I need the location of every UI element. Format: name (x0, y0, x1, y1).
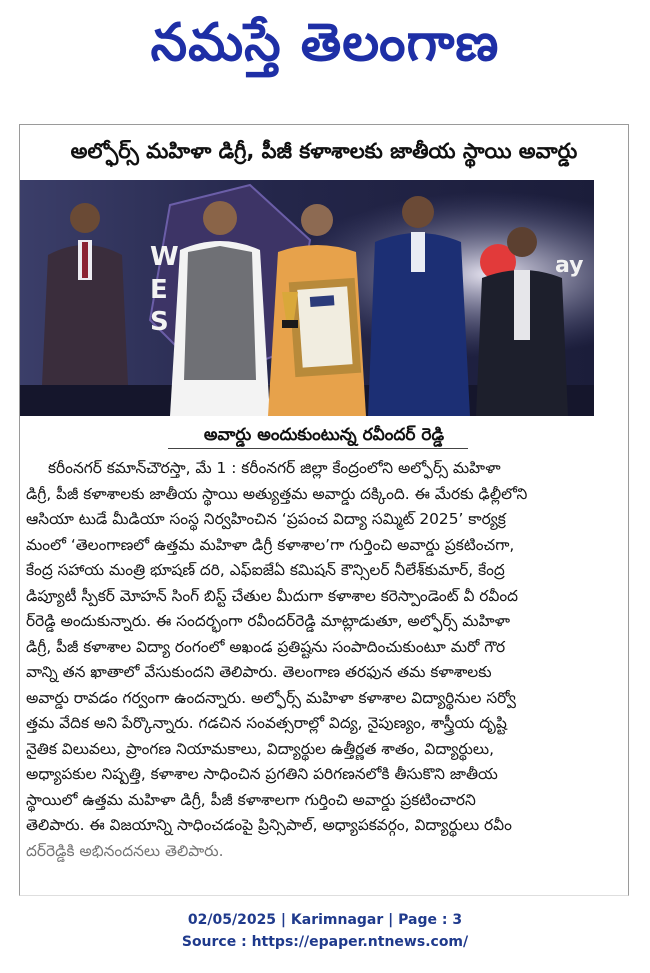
date-edition-page: 02/05/2025 | Karimnagar | Page : 3 (187, 912, 463, 928)
backdrop-logo-text: ay (555, 253, 584, 278)
article-line: స్థాయిలో ఉత్తమ మహిళా డిగ్రీ, పీజీ కళాశాలగా గుర్తించి అవార్డు ప్రకటించారని (26, 790, 476, 809)
source-url: Source : https://epaper.ntnews.com/ (181, 934, 469, 950)
article-line: వాన్ని తన ఖాతాలో వేసుకుందని తెలిపారు. తెలంగాణ తరఫున తమ కళాశాలకు (26, 663, 492, 681)
article-line: అవార్డు రావడం గర్వంగా ఉందన్నారు. అల్ఫోర్స్ మహిళా కళాశాల విద్యార్థినుల సర్వో (26, 688, 516, 707)
article-line: అధ్యాపకుల నిష్పత్తి, కళాశాల సాధించిన ప్రగతిని పరిగణనలోకి తీసుకొని జాతీయ (26, 765, 498, 783)
article-line: త్తమ వేదిక అని పేర్కొన్నారు. గడచిన సంవత్సరాల్లో విద్య, నైపుణ్యం, శాస్త్రీయ దృష్టి (26, 714, 507, 732)
backdrop-letter: S (150, 307, 169, 337)
backdrop-letter: E (150, 275, 168, 305)
article-line-cut-off: దర్‌రెడ్డికి అభినందనలు తెలిపారు. (26, 841, 224, 860)
newspaper-masthead: నమస్తే తెలంగాణ (150, 13, 500, 73)
article-line: ఆసియా టుడే మీడియా సంస్థ నిర్వహించిన ‘ప్రపంచ విద్యా సమ్మిట్ 2025’ కార్యక్ర (26, 510, 506, 528)
article-line: ర్‌రెడ్డి అందుకున్నారు. ఈ సందర్భంగా రవీందర్‌రెడ్డి మాట్లాడుతూ, అల్ఫోర్స్ మహిళా (26, 612, 511, 630)
caption-underline (168, 448, 468, 449)
article-line: మంలో ‘తెలంగాణలో ఉత్తమ మహిళా డిగ్రీ కళాశాల’గా గుర్తించి అవార్డు ప్రకటించగా, (26, 535, 515, 554)
article-line: తెలిపారు. ఈ విజయాన్ని సాధించడంపై ప్రిన్సిపాల్, అధ్యాపకవర్గం, విద్యార్థులు రవీం (26, 816, 512, 834)
clipping-footer (0, 909, 650, 953)
article-line: డిప్యూటీ స్పీకర్ మోహన్ సింగ్ బిస్ట్ చేతుల మీదుగా కళాశాల కరెస్పాండెంట్ వీ రవీంద (26, 586, 519, 605)
article-line: కరీంనగర్ కమాన్‌చౌరస్తా, మే 1 : కరీంనగర్ జిల్లా కేంద్రంలోని అల్ఫోర్స్ మహిళా (48, 459, 501, 477)
article-line: కేంద్ర సహాయ మంత్రి భూషణ్ దరి, ఎఫ్ఐజేఏ కమిషన్ కౌన్సిలర్ నీలేశ్‌కుమార్, కేంద్ర (26, 561, 505, 579)
article-line: డిగ్రీ, పీజీ కళాశాలకు జాతీయ స్థాయి అత్యుత్తమ అవార్డు దక్కింది. ఈ మేరకు ఢిల్లీలోని (26, 484, 528, 503)
award-ceremony-photo (20, 180, 594, 416)
backdrop-letter: W (150, 242, 179, 272)
article-line: నైతిక విలువలు, ప్రాంగణ నియామకాలు, విద్యార్థుల ఉత్తీర్ణత శాతం, విద్యార్థులు, (26, 739, 494, 758)
article-headline: అల్ఫోర్స్ మహిళా డిగ్రీ, పీజీ కళాశాలకు జాతీయ స్థాయి అవార్డు (70, 139, 578, 163)
award-ceremony-illustration (20, 180, 594, 416)
article-body (26, 456, 624, 891)
photo-caption: అవార్డు అందుకుంటున్న రవీందర్ రెడ్డి (203, 425, 445, 445)
article-line: డిగ్రీ, పీజీ కళాశాల విద్యా రంగంలో అఖండ ప్రతిష్టను సంపాదించుకుంటూ మరో గౌర (26, 637, 506, 656)
award-plaque (289, 278, 361, 377)
